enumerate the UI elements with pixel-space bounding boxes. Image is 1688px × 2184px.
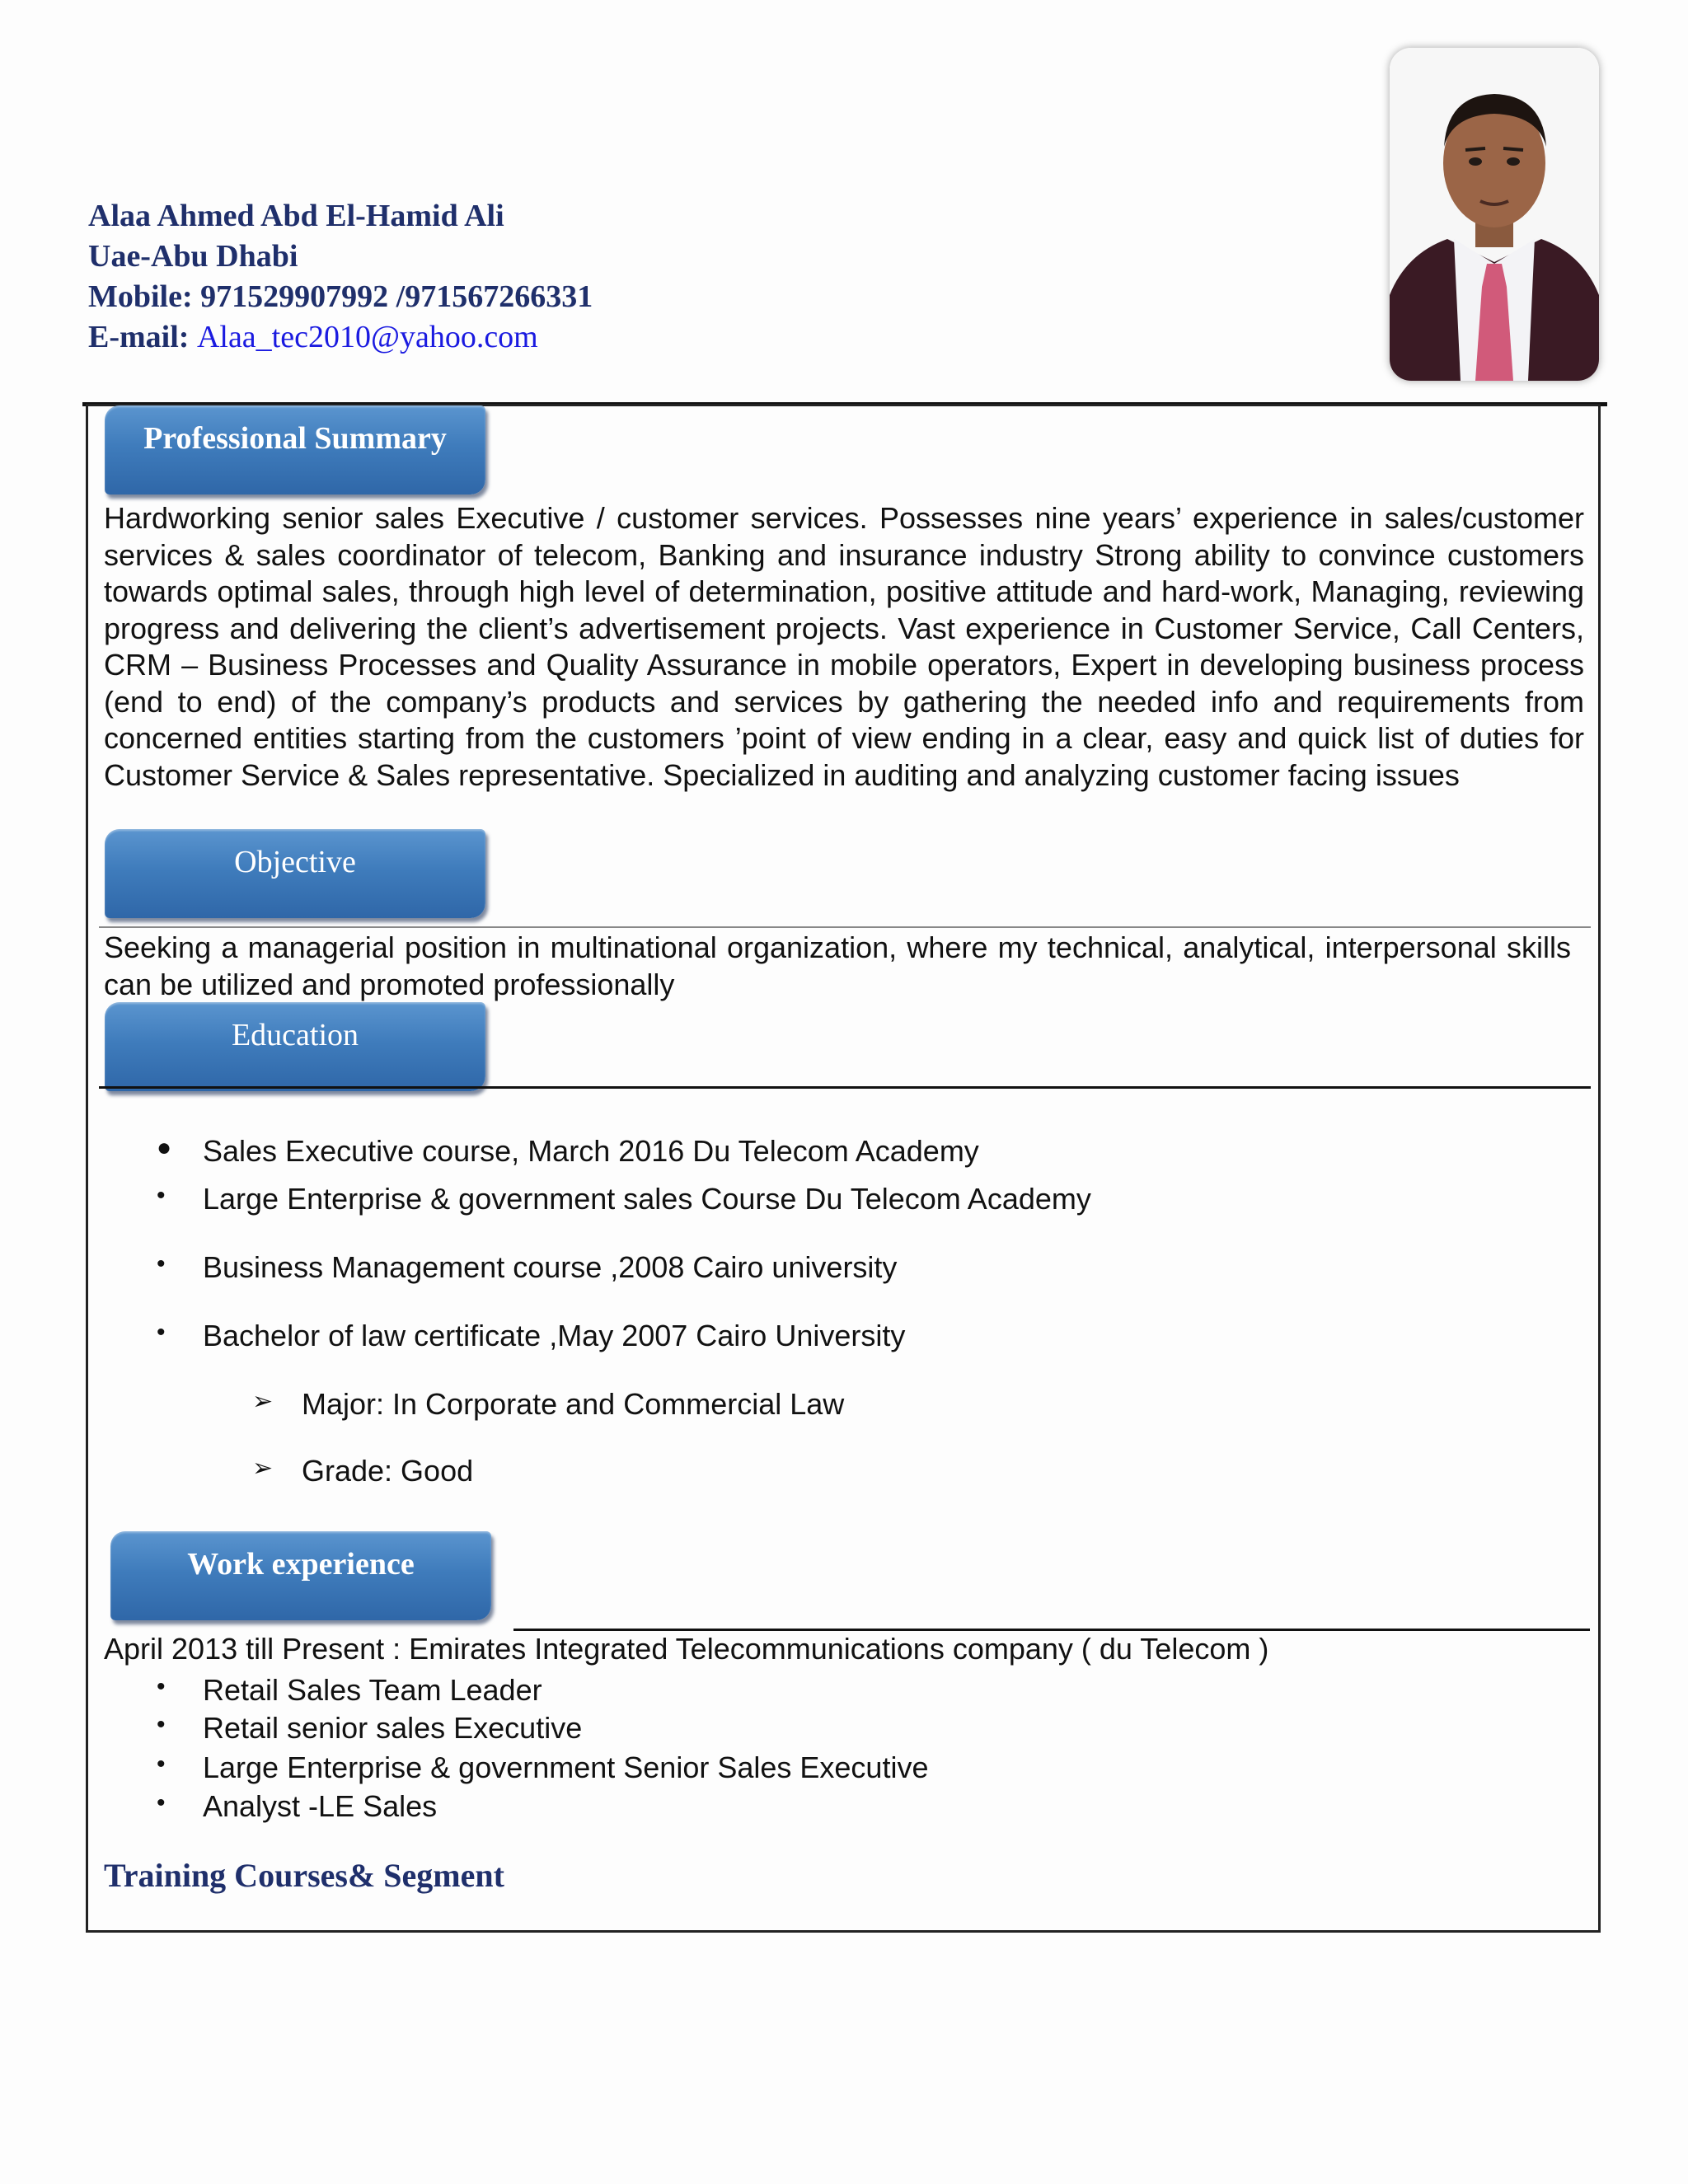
bullet-icon: • xyxy=(157,1250,166,1277)
training-courses-title: Training Courses& Segment xyxy=(104,1857,504,1894)
tab-work-experience xyxy=(110,1531,491,1620)
profile-photo-icon xyxy=(1390,48,1599,381)
contact-header xyxy=(88,196,593,358)
work-divider xyxy=(513,1629,1590,1631)
candidate-mobile: Mobile: 971529907992 /971567266331 xyxy=(88,279,593,314)
objective-title: Objective xyxy=(234,845,356,879)
arrow-bullet-icon: ➢ xyxy=(252,1455,274,1482)
work-header: April 2013 till Present : Emirates Integrated Telecommunications company ( du Telecom ) xyxy=(104,1632,1269,1666)
candidate-email xyxy=(88,317,593,358)
profile-photo xyxy=(1390,48,1599,381)
objective-divider xyxy=(99,926,1591,928)
education-title: Education xyxy=(231,1018,359,1052)
bullet-icon: • xyxy=(157,1673,166,1700)
objective-text: Seeking a managerial position in multinational organization, where my technical, analytical, interpersonal skills can be utilized and promoted professionally xyxy=(104,930,1571,1001)
bullet-icon: • xyxy=(157,1182,166,1209)
tab-objective xyxy=(105,829,485,918)
bullet-icon: • xyxy=(157,1789,166,1816)
candidate-location: Uae-Abu Dhabi xyxy=(88,239,298,274)
candidate-name: Alaa Ahmed Abd El-Hamid Ali xyxy=(88,199,504,233)
bullet-icon: • xyxy=(157,1750,166,1778)
email-link[interactable]: Alaa_tec2010@yahoo.com xyxy=(196,320,538,354)
tab-education xyxy=(105,1002,485,1091)
professional-summary-title: Professional Summary xyxy=(143,421,447,456)
tab-professional-summary xyxy=(105,405,485,494)
professional-summary-text: Hardworking senior sales Executive / customer services. Possesses nine years’ experience in sales/customer services & sales coordinator of telecom, Banking and insurance industry Strong ability to convince customers towards optimal sales, through high level of determination, positive attitude and hard-work, Managing, reviewing progress and delivering the client’s advertisement projects. Vast experience in Customer Service, Call Centers, CRM – Business Processes and Quality Assurance in mobile operators, Expert in developing business process (end to end) of the company’s products and services by gathering the needed info and requirements from concerned entities starting from the customers ’point of view ending in a clear, easy and quick list of duties for Customer Service & Sales representative. Specialized in auditing and analyzing customer facing issues xyxy=(104,501,1584,792)
bullet-icon: • xyxy=(157,1319,166,1346)
education-divider xyxy=(99,1086,1591,1089)
bullet-icon: • xyxy=(157,1711,166,1738)
bullet-icon: ● xyxy=(157,1134,172,1161)
arrow-bullet-icon: ➢ xyxy=(252,1388,274,1415)
email-label: E-mail: xyxy=(88,320,197,354)
work-experience-title: Work experience xyxy=(187,1547,415,1582)
